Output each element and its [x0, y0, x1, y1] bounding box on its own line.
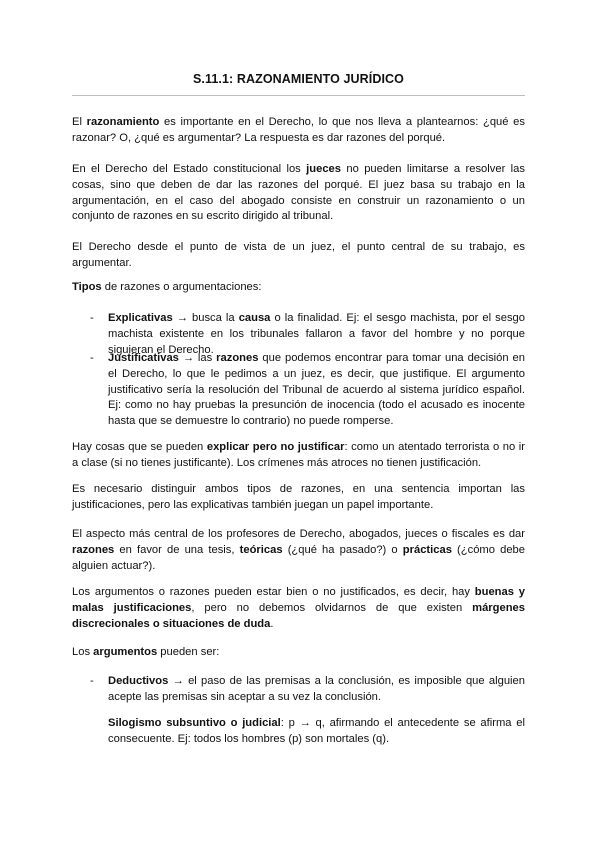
paragraph-tipos: Tipos de razones o argumentaciones:: [72, 281, 262, 293]
title-divider: [72, 95, 525, 96]
paragraph-distinguir: Es necesario distinguir ambos tipos de razones, en una sentencia importan las justificaciones, pero las explicativas también juegan un papel importante.: [72, 483, 525, 511]
list-item-deductivos: - Deductivos → el paso de las premisas a la conclusión, es imposible que alguien acepte las premisas sin aceptar a su vez la conclusión.: [90, 675, 525, 703]
paragraph-silogismo: Silogismo subsuntivo o judicial: p → q, afirmando el antecedente se afirma el consecuente. Ej: todos los hombres (p) son mortales (q).: [108, 717, 525, 745]
list-item-justificativas: - Justificativas → las razones que podemos encontrar para tomar una decisión en el Derecho, lo que le pedimos a un juez, es decir, que justifique. El argumento justificativo sería la resolución del Tribunal de acuerdo al sistema jurídico español. Ej: como no hay pruebas la presunción de inocencia (todo el acusado es inocente hasta que se demuestre lo contrario) no puede romperse.: [90, 352, 525, 428]
list-bullet: -: [90, 675, 94, 687]
list-bullet: -: [90, 312, 94, 324]
paragraph-explicar-justificar: Hay cosas que se pueden explicar pero no justificar: como un atentado terrorista o no ir a clase (si no tienes justificante). Los crímenes más atroces no tienen justificación.: [72, 441, 526, 469]
paragraph-aspecto-central: El aspecto más central de los profesores de Derecho, abogados, jueces o fiscales es dar razones en favor de una tesis, teóricas (¿qué ha pasado?) o prácticas (¿cómo debe alguien actuar?).: [72, 528, 525, 572]
paragraph-punto-de-vista: El Derecho desde el punto de vista de un juez, el punto central de su trabajo, es argumentar.: [72, 241, 525, 269]
paragraph-jueces: En el Derecho del Estado constitucional los jueces no pueden limitarse a resolver las cosas, sino que deben de dar las razones del porqué. El juez basa su trabajo en la argumentación, en el caso del abogado consiste en construir un razonamiento o un conjunto de razones en su escrito dirigido al tribunal.: [72, 163, 525, 223]
list-item-explicativas: - Explicativas → busca la causa o la finalidad. Ej: el sesgo machista, por el sesgo machista existente en los tribunales fallaron a favor del hombre y no porque siguieran el Derecho.: [90, 312, 525, 356]
paragraph-argumentos: Los argumentos pueden ser:: [72, 646, 220, 658]
paragraph-justificaciones: Los argumentos o razones pueden estar bien o no justificados, es decir, hay buenas y malas justificaciones, pero no debemos olvidarnos de que existen márgenes discrecionales o situaciones de duda.: [72, 586, 526, 630]
list-bullet: -: [90, 352, 94, 364]
page-title: S.11.1: RAZONAMIENTO JURÍDICO: [192, 72, 405, 86]
paragraph-razonamiento: El razonamiento es importante en el Derecho, lo que nos lleva a plantearnos: ¿qué es razonar? O, ¿qué es argumentar? La respuesta es dar razones del porqué.: [72, 116, 525, 144]
